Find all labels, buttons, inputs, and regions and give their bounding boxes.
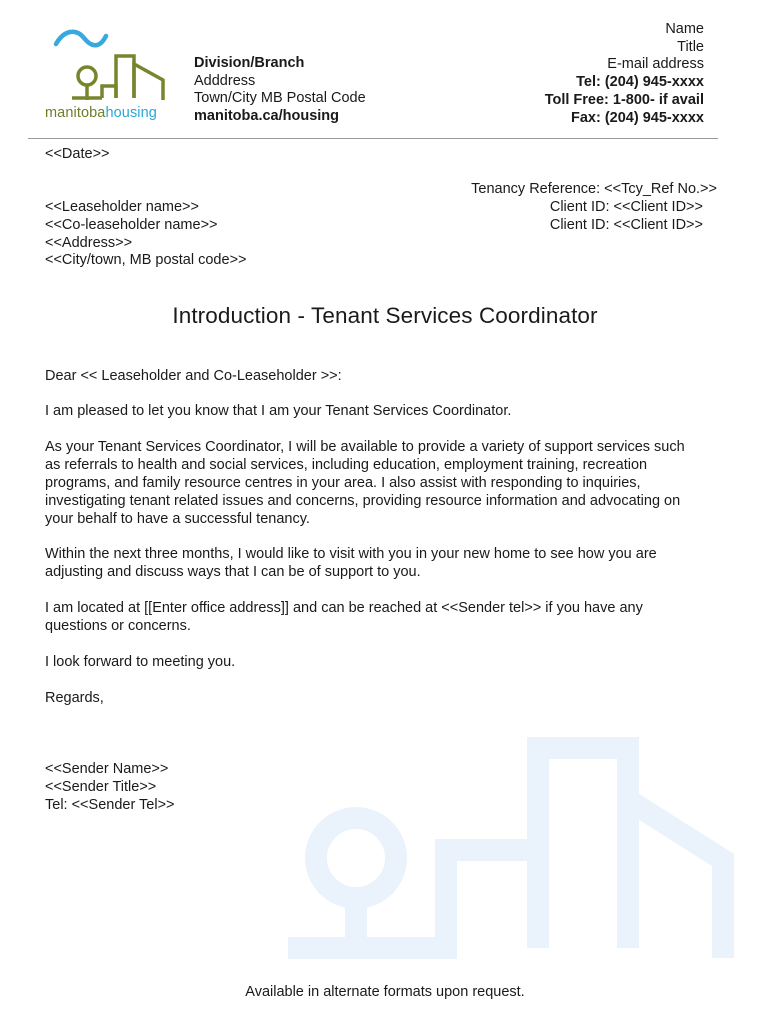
division-address: Adddress xyxy=(194,72,256,89)
recipient-co-leaseholder: <<Co-leaseholder name>> xyxy=(45,216,218,233)
division-address-block xyxy=(194,55,366,126)
reference-block xyxy=(471,181,717,234)
paragraph-2-line: as referrals to health and social services, including education, employment training, recreation xyxy=(45,456,648,473)
letter-title: Introduction - Tenant Services Coordinator xyxy=(172,303,598,328)
paragraph-2-line: programs, and family resource centres in your area. I also assist with responding to inquiries, xyxy=(45,474,641,491)
tenancy-reference: Tenancy Reference: <<Tcy_Ref No.>> xyxy=(471,181,717,197)
sender-toll-free: Toll Free: 1-800- if avail xyxy=(544,91,704,108)
watermark-logo xyxy=(268,730,738,960)
signature-name: <<Sender Name>> xyxy=(45,761,169,777)
paragraph-5: I look forward to meeting you. xyxy=(45,654,236,670)
client-id-2: Client ID: <<Client ID>> xyxy=(549,216,703,233)
paragraph-3 xyxy=(45,546,725,582)
salutation: Dear << Leaseholder and Co-Leaseholder >>: xyxy=(45,368,342,384)
signature-tel: Tel: <<Sender Tel>> xyxy=(45,796,175,813)
sender-email: E-mail address xyxy=(607,56,704,73)
logo-word-housing: housing xyxy=(105,105,157,121)
paragraph-4 xyxy=(45,600,725,636)
footer-note: Available in alternate formats upon request. xyxy=(245,984,525,1000)
division-name: Division/Branch xyxy=(194,55,305,71)
header-divider xyxy=(28,138,718,139)
signature-title: <<Sender Title>> xyxy=(45,778,157,795)
recipient-leaseholder: <<Leaseholder name>> xyxy=(45,199,199,215)
signature-block xyxy=(45,761,175,814)
paragraph-4-line: I am located at [[Enter office address]] and can be reached at <<Sender tel>> if you have any xyxy=(45,600,643,616)
manitoba-housing-logo-icon xyxy=(50,24,168,106)
paragraph-1: I am pleased to let you know that I am your Tenant Services Coordinator. xyxy=(45,403,512,419)
closing: Regards, xyxy=(45,690,104,706)
recipient-block xyxy=(45,199,247,270)
logo-wordmark xyxy=(45,105,157,121)
division-website: manitoba.ca/housing xyxy=(194,108,340,125)
paragraph-2 xyxy=(45,439,725,529)
paragraph-2-line: your behalf to have a successful tenancy. xyxy=(45,510,310,527)
paragraph-3-line: Within the next three months, I would like to visit with you in your new home to see how you are xyxy=(45,546,657,562)
division-city: Town/City MB Postal Code xyxy=(194,90,366,107)
recipient-city: <<City/town, MB postal code>> xyxy=(45,252,247,269)
sender-contact-block xyxy=(545,21,704,127)
paragraph-2-line: As your Tenant Services Coordinator, I will be available to provide a variety of support services such xyxy=(45,439,685,455)
paragraph-3-line: adjusting and discuss ways that I can be of support to you. xyxy=(45,563,421,580)
sender-fax: Fax: (204) 945-xxxx xyxy=(571,109,704,126)
sender-title: Title xyxy=(677,38,704,55)
letter-date: <<Date>> xyxy=(45,146,110,162)
sender-name: Name xyxy=(665,21,704,37)
paragraph-4-line: questions or concerns. xyxy=(45,617,191,634)
logo-word-manitoba: manitoba xyxy=(45,105,106,121)
paragraph-2-line: investigating tenant related issues and concerns, providing resource information and advocating on xyxy=(45,492,681,509)
client-id-1: Client ID: <<Client ID>> xyxy=(549,198,703,215)
sender-tel: Tel: (204) 945-xxxx xyxy=(576,74,704,91)
recipient-address: <<Address>> xyxy=(45,234,133,251)
